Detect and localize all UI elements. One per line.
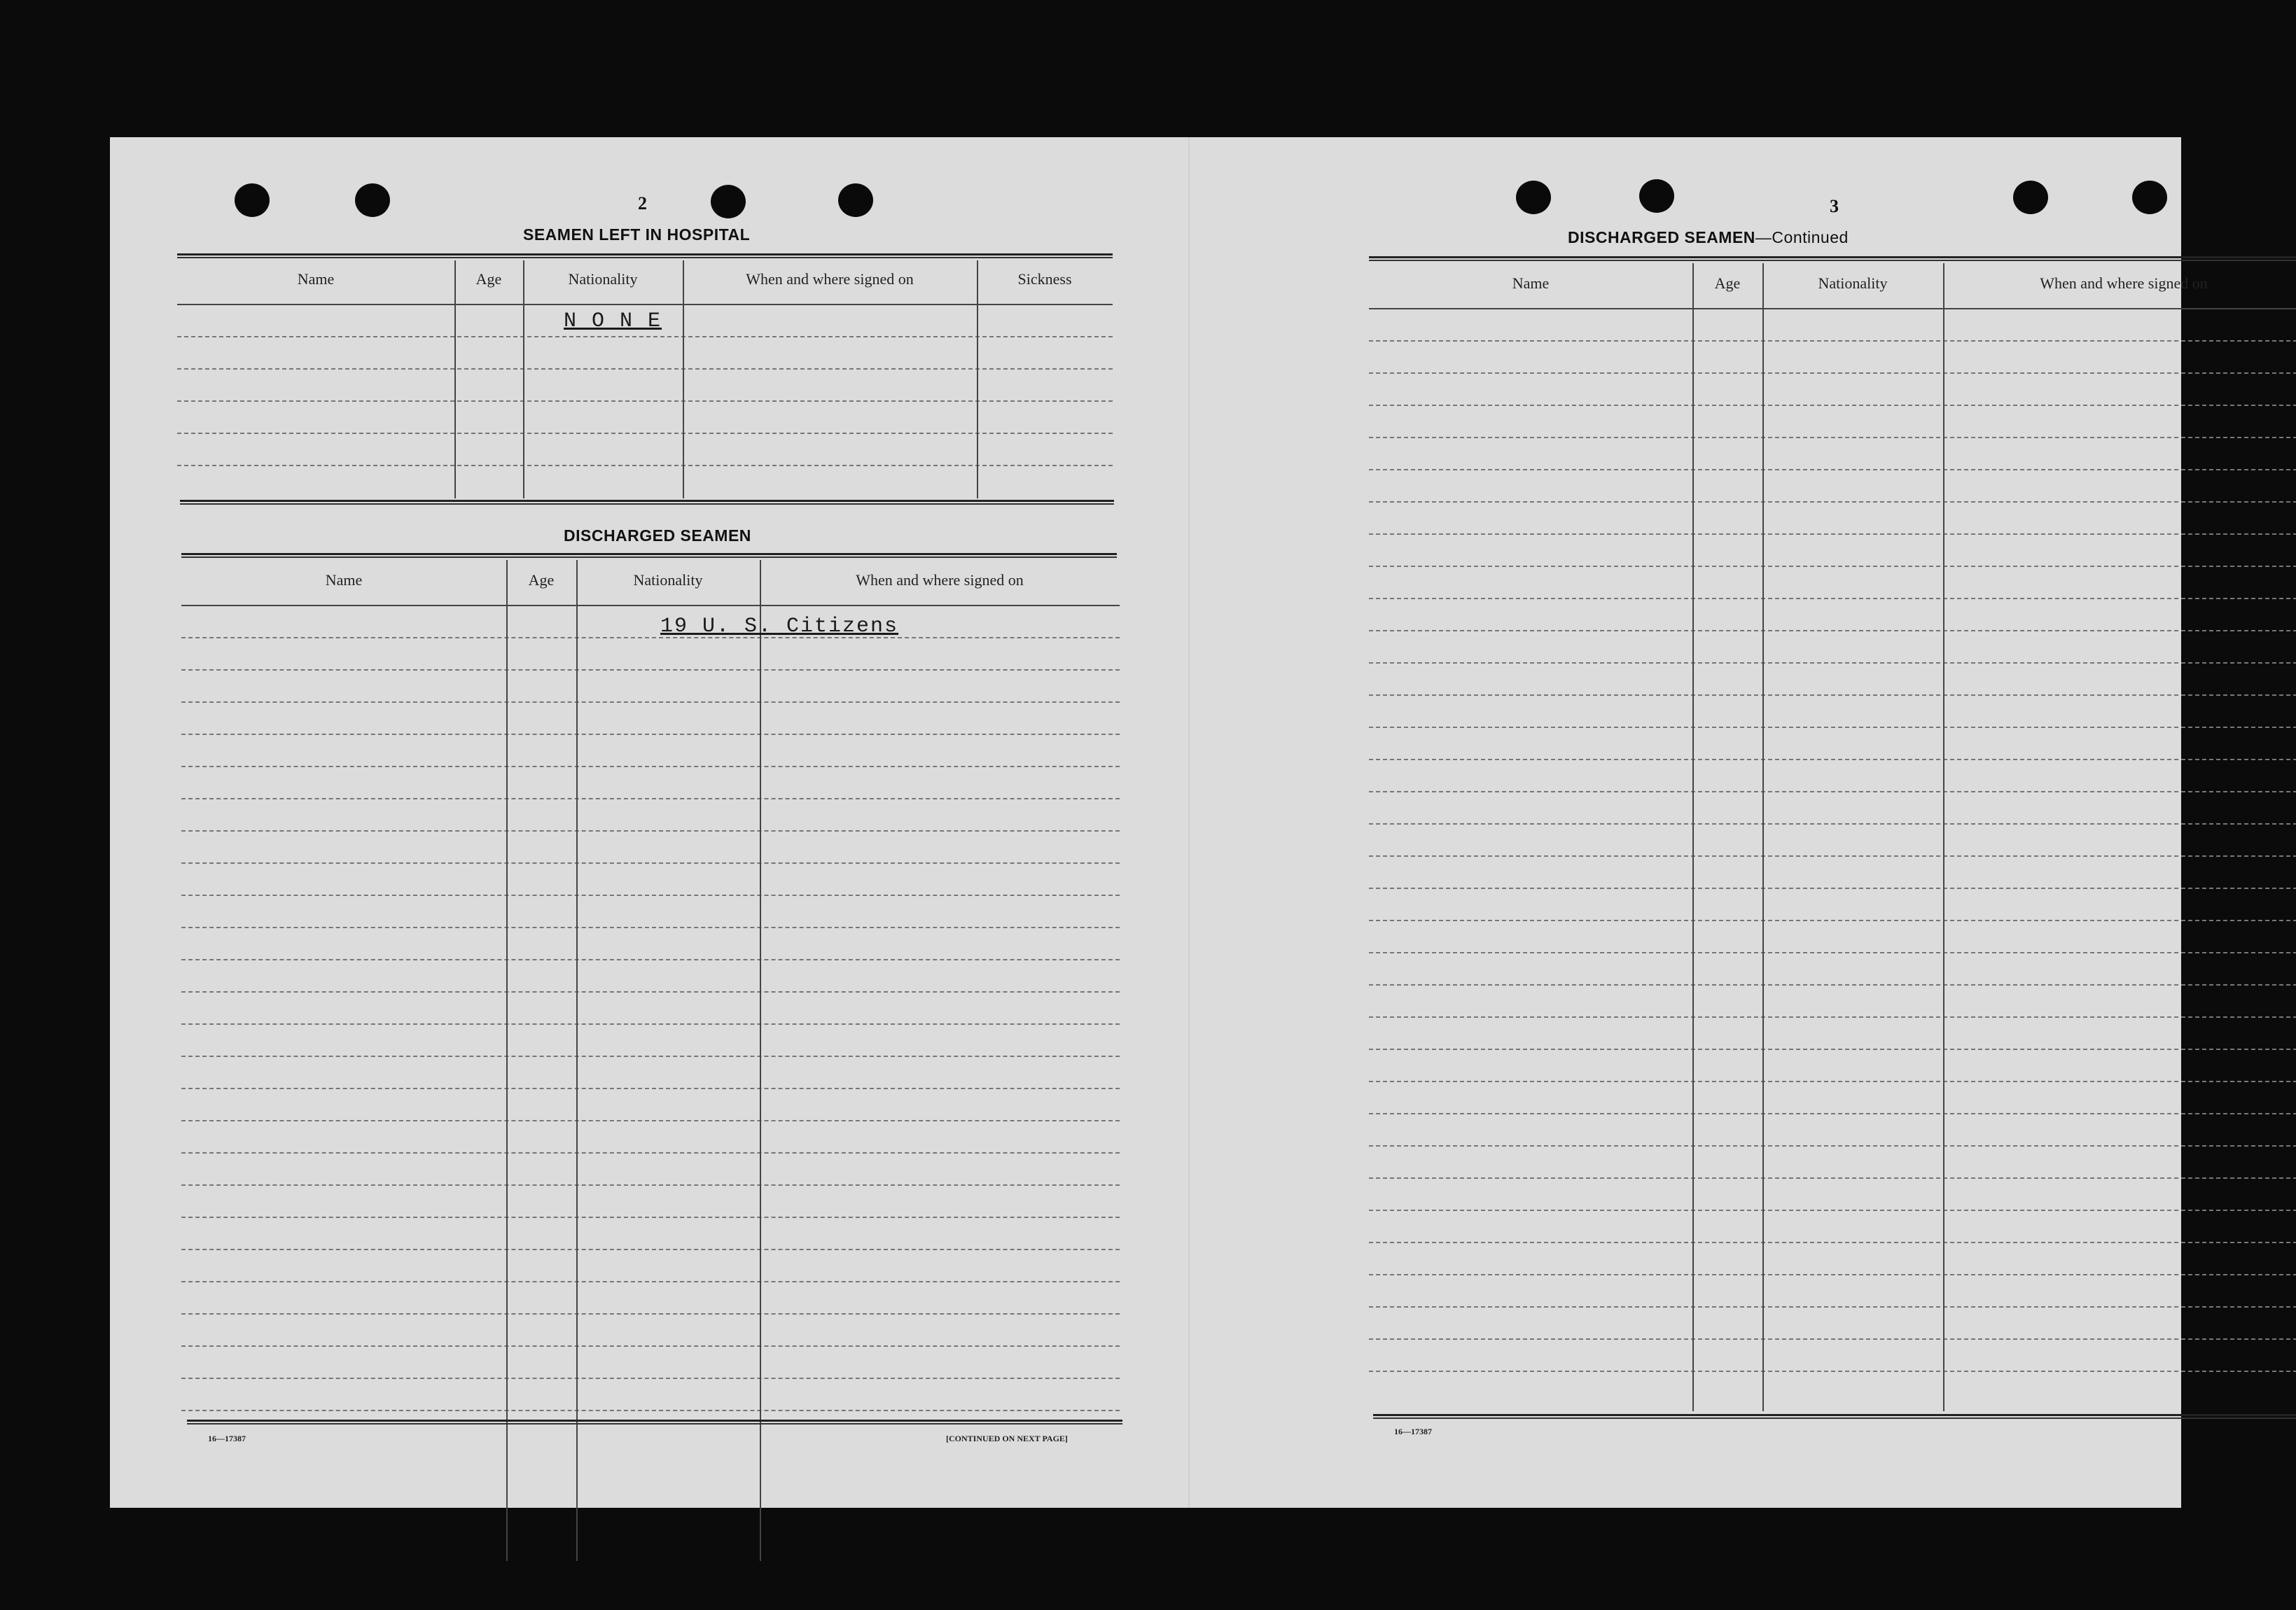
table-row — [181, 1249, 1120, 1250]
table-row — [181, 1281, 1120, 1282]
binder-hole — [711, 185, 746, 218]
column-divider — [576, 560, 578, 1561]
table-top-rule — [1369, 256, 2296, 261]
column-header-sickness: Sickness — [1017, 270, 1072, 288]
table-row — [1369, 1371, 2296, 1372]
table-row — [1369, 759, 2296, 760]
table-row — [1369, 1274, 2296, 1275]
page-number: 3 — [1830, 196, 1839, 216]
table-row — [1369, 340, 2296, 342]
discharged-table-top-rule — [181, 553, 1117, 558]
table-row — [1369, 1338, 2296, 1340]
section-title: DISCHARGED SEAMEN — [1568, 228, 1755, 246]
column-header-signed-on: When and where signed on — [746, 270, 914, 288]
discharged-section-title: DISCHARGED SEAMEN — [564, 526, 751, 545]
column-divider — [1943, 263, 1944, 1411]
table-row — [181, 1056, 1120, 1057]
table-bottom-rule — [1373, 1414, 2296, 1419]
table-row — [181, 991, 1120, 993]
table-row — [181, 798, 1120, 799]
table-row — [177, 465, 1113, 466]
table-row — [1369, 920, 2296, 921]
hospital-table-bottom-rule — [180, 500, 1114, 505]
table-row — [1369, 984, 2296, 986]
table-row — [1369, 1081, 2296, 1082]
discharged-entry: 19 U. S. Citizens — [660, 615, 899, 638]
column-divider — [523, 260, 524, 498]
table-row — [1369, 1242, 2296, 1243]
table-row — [181, 959, 1120, 960]
column-header-age: Age — [1714, 274, 1741, 292]
table-row — [1369, 1306, 2296, 1308]
document-sheet — [110, 137, 2208, 1508]
table-row — [181, 1313, 1120, 1315]
column-divider — [683, 260, 684, 498]
table-row — [1369, 1113, 2296, 1114]
table-row — [177, 400, 1113, 402]
table-row — [181, 669, 1120, 671]
form-number: 16—17387 — [208, 1434, 246, 1443]
table-row — [181, 1410, 1120, 1411]
table-row — [181, 1152, 1120, 1154]
table-row — [1369, 855, 2296, 857]
table-row — [181, 830, 1120, 832]
table-row — [181, 1217, 1120, 1218]
column-header-nationality: Nationality — [633, 571, 703, 589]
table-row — [181, 766, 1120, 767]
table-row — [181, 637, 1120, 638]
column-header-nationality: Nationality — [1818, 274, 1888, 292]
table-row — [1369, 372, 2296, 374]
table-row — [181, 734, 1120, 735]
table-row — [181, 927, 1120, 928]
column-divider — [760, 560, 761, 1561]
header-rule — [177, 304, 1113, 305]
binder-hole — [355, 183, 390, 217]
hospital-section-title: SEAMEN LEFT IN HOSPITAL — [523, 225, 751, 244]
discharged-table-bottom-rule — [187, 1420, 1122, 1424]
column-divider — [454, 260, 456, 498]
discharged-continued-table — [1369, 263, 2296, 1418]
table-row — [1369, 501, 2296, 503]
discharged-continued-title — [1568, 228, 1849, 247]
table-row — [1369, 598, 2296, 599]
binder-hole — [838, 183, 873, 217]
table-row — [1369, 437, 2296, 438]
table-row — [1369, 952, 2296, 953]
table-row — [181, 701, 1120, 703]
table-row — [1369, 630, 2296, 631]
table-row — [1369, 694, 2296, 696]
table-row — [181, 895, 1120, 896]
table-row — [1369, 566, 2296, 567]
header-rule — [181, 605, 1120, 606]
table-row — [1369, 1016, 2296, 1018]
table-row — [181, 1023, 1120, 1025]
table-row — [1369, 1210, 2296, 1211]
binder-hole — [1639, 179, 1674, 213]
column-header-signed-on: When and where signed on — [2040, 274, 2208, 292]
table-row — [1369, 405, 2296, 406]
column-header-name: Name — [1512, 274, 1550, 292]
column-header-name: Name — [297, 270, 335, 288]
column-divider — [1762, 263, 1764, 1411]
hospital-entry: N O N E — [564, 309, 662, 333]
column-divider — [1692, 263, 1694, 1411]
right-page — [1188, 137, 2208, 1508]
continued-note: [CONTINUED ON NEXT PAGE] — [946, 1434, 1068, 1443]
table-row — [1369, 662, 2296, 664]
table-row — [177, 336, 1113, 337]
table-row — [181, 1120, 1120, 1121]
table-row — [1369, 727, 2296, 728]
binder-hole — [235, 183, 270, 217]
table-row — [1369, 823, 2296, 825]
page-number: 2 — [638, 193, 647, 214]
column-divider — [506, 560, 508, 1561]
binder-hole — [1516, 181, 1551, 214]
hospital-table — [177, 260, 1113, 505]
form-number: 16—17387 — [1394, 1427, 1432, 1436]
column-header-age: Age — [475, 270, 502, 288]
column-header-name: Name — [325, 571, 363, 589]
binder-hole — [2013, 181, 2048, 214]
table-row — [1369, 791, 2296, 792]
hospital-table-top-rule — [177, 253, 1113, 258]
table-row — [1369, 1177, 2296, 1179]
column-header-age: Age — [528, 571, 555, 589]
table-row — [1369, 1049, 2296, 1050]
table-row — [177, 368, 1113, 370]
table-row — [181, 1184, 1120, 1186]
table-row — [1369, 1145, 2296, 1147]
table-row — [1369, 469, 2296, 470]
column-header-nationality: Nationality — [568, 270, 638, 288]
table-row — [181, 1378, 1120, 1379]
section-title-suffix: —Continued — [1755, 228, 1849, 246]
left-page — [110, 137, 1188, 1508]
discharged-table — [181, 560, 1120, 1565]
table-row — [181, 1088, 1120, 1089]
column-divider — [977, 260, 978, 498]
table-row — [181, 1345, 1120, 1347]
table-row — [1369, 533, 2296, 535]
binder-hole — [2132, 181, 2167, 214]
table-row — [177, 433, 1113, 434]
header-rule — [1369, 308, 2296, 309]
table-row — [1369, 888, 2296, 889]
column-header-signed-on: When and where signed on — [856, 571, 1024, 589]
table-row — [181, 862, 1120, 864]
